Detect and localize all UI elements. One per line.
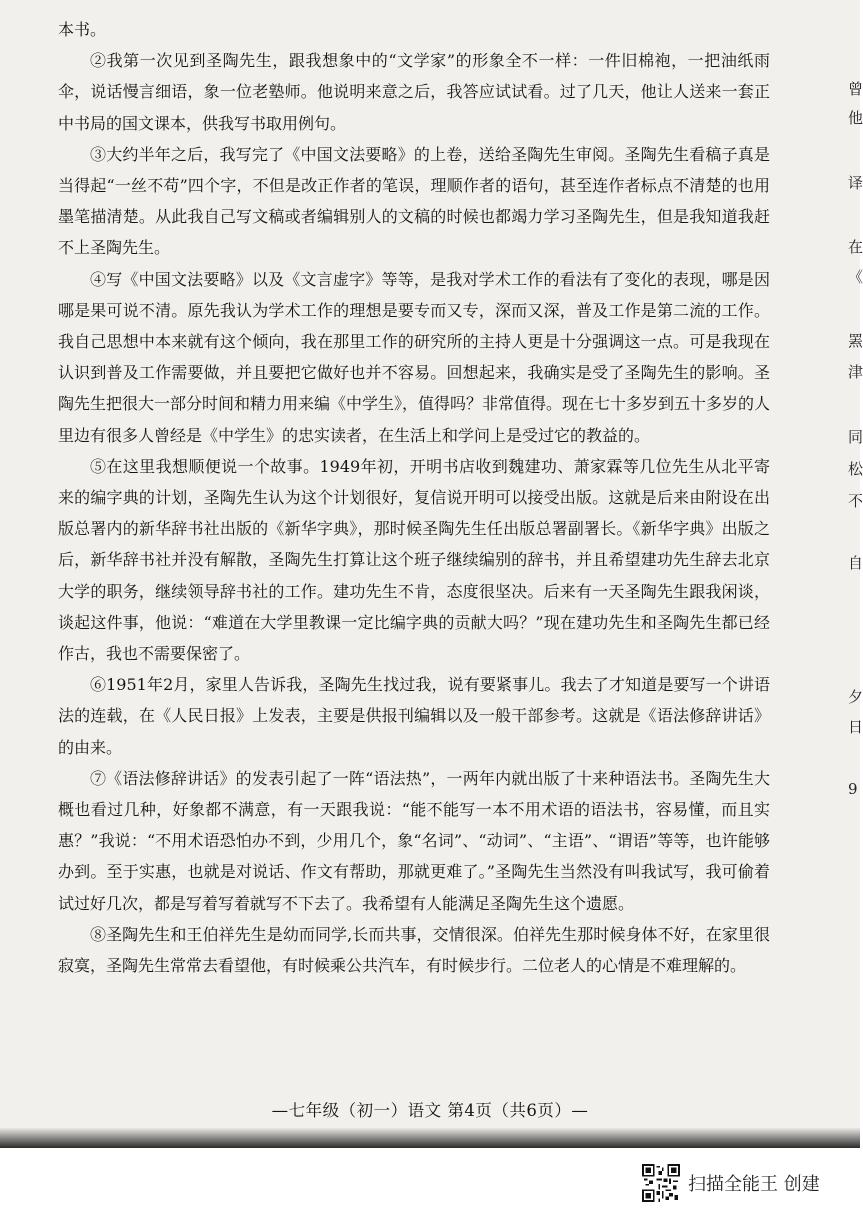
scanner-watermark	[642, 1163, 820, 1203]
paragraph-7: ⑦《语法修辞讲话》的发表引起了一阵“语法热”，一两年内就出版了十来种语法书。圣陶先生大概也看过几种，好象都不满意，有一天跟我说：“能不能写一本不用术语的语法书，容易懂，而且实惠？”我说：“不用术语恐怕办不到，少用几个，象“名词”、“动词”、“主语”、“谓语”等等，也许能够办到。至于实惠，也就是对说话、作文有帮助，那就更难了。”圣陶先生当然没有叫我试写，我可偷着试过好几次，都是写着写着就写不下去了。我希望有人能满足圣陶先生这个遗愿。	[58, 768, 770, 913]
adjacent-fragment: 罴	[848, 332, 863, 350]
paragraph-6: ⑥1951年2月，家里人告诉我，圣陶先生找过我，说有要紧事儿。我去了才知道是要写一个讲语法的连载，在《人民日报》上发表，主要是供报刊编辑以及一般干部参考。这就是《语法修辞讲话》的由来。	[58, 675, 770, 757]
adjacent-fragment: 他	[848, 109, 863, 127]
paragraph-5: ⑤在这里我想顺便说一个故事。1949年初，开明书店收到魏建功、萧家霖等几位先生从北平寄来的编字典的计划，圣陶先生认为这个计划很好，复信说开明可以接受出版。这就是后来由附设在出版总署内的新华辞书社出版的《新华字典》，那时候圣陶先生任出版总署副署长。《新华字典》出版之后，新华辞书社并没有解散，圣陶先生打算让这个班子继续编别的辞书，并且希望建功先生辞去北京大学的职务，继续领导辞书社的工作。建功先生不肯，态度很坚决。后来有一天圣陶先生跟我闲谈，谈起这件事，他说：“难道在大学里教课一定比编字典的贡献大吗？”现在建功先生和圣陶先生都已经作古，我也不需要保密了。	[58, 456, 770, 664]
adjacent-fragment: 同	[848, 428, 863, 446]
paragraph-3: ③大约半年之后，我写完了《中国文法要略》的上卷，送给圣陶先生审阅。圣陶先生看稿子真是当得起“一丝不苟”四个字，不但是改正作者的笔误，理顺作者的语句，甚至连作者标点不清楚的也用墨笔描清楚。从此我自己写文稿或者编辑别人的文稿的时候也都竭力学习圣陶先生，但是我知道我赶不上圣陶先生。	[58, 144, 770, 258]
adjacent-fragment: 9	[848, 780, 858, 798]
page-footer: —七年级（初一）语文 第4页（共6页）—	[271, 1101, 589, 1120]
paragraph-2: ②我第一次见到圣陶先生，跟我想象中的“文学家”的形象全不一样：一件旧棉袍，一把油纸雨伞，说话慢言细语，象一位老塾师。他说明来意之后，我答应试试看。过了几天，他让人送来一套正中书局的国文课本，供我写书取用例句。	[58, 51, 770, 133]
adjacent-fragment: 自	[848, 554, 863, 572]
adjacent-fragment: 不	[848, 492, 863, 510]
qr-code-icon	[642, 1164, 680, 1202]
adjacent-fragment: 日	[848, 718, 863, 736]
paragraph-8: ⑧圣陶先生和王伯祥先生是幼而同学,长而共事，交情很深。伯祥先生那时候身体不好，在家里很寂寞，圣陶先生常常去看望他，有时候乘公共汽车，有时候步行。二位老人的心情是不难理解的。	[58, 924, 770, 976]
adjacent-page-strip	[838, 0, 863, 1130]
paragraph-0: 本书。	[58, 20, 107, 39]
adjacent-fragment: 夕	[848, 688, 863, 706]
watermark-label: 扫描全能王 创建	[688, 1174, 820, 1195]
adjacent-fragment: 《	[848, 268, 863, 286]
adjacent-fragment: 松	[848, 460, 863, 478]
scan-edge-shadow	[0, 1128, 860, 1148]
paragraph-4: ④写《中国文法要略》以及《文言虚字》等等，是我对学术工作的看法有了变化的表现，哪是因哪是果可说不清。原先我认为学术工作的理想是要专而又专，深而又深，普及工作是第二流的工作。我自己思想中本来就有这个倾向，我在那里工作的研究所的主持人更是十分强调这一点。可是我现在认识到普及工作需要做，并且要把它做好也并不容易。回想起来，我确实是受了圣陶先生的影响。圣陶先生把很大一部分时间和精力用来编《中学生》，值得吗？非常值得。现在七十多岁到五十多岁的人里边有很多人曾经是《中学生》的忠实读者，在生活上和学问上是受过它的教益的。	[58, 269, 771, 445]
adjacent-fragment: 津	[848, 363, 863, 381]
adjacent-fragment: 在	[848, 238, 863, 256]
article-body	[58, 14, 770, 981]
adjacent-fragment: 译	[848, 174, 863, 192]
adjacent-fragment: 曾	[848, 80, 863, 98]
